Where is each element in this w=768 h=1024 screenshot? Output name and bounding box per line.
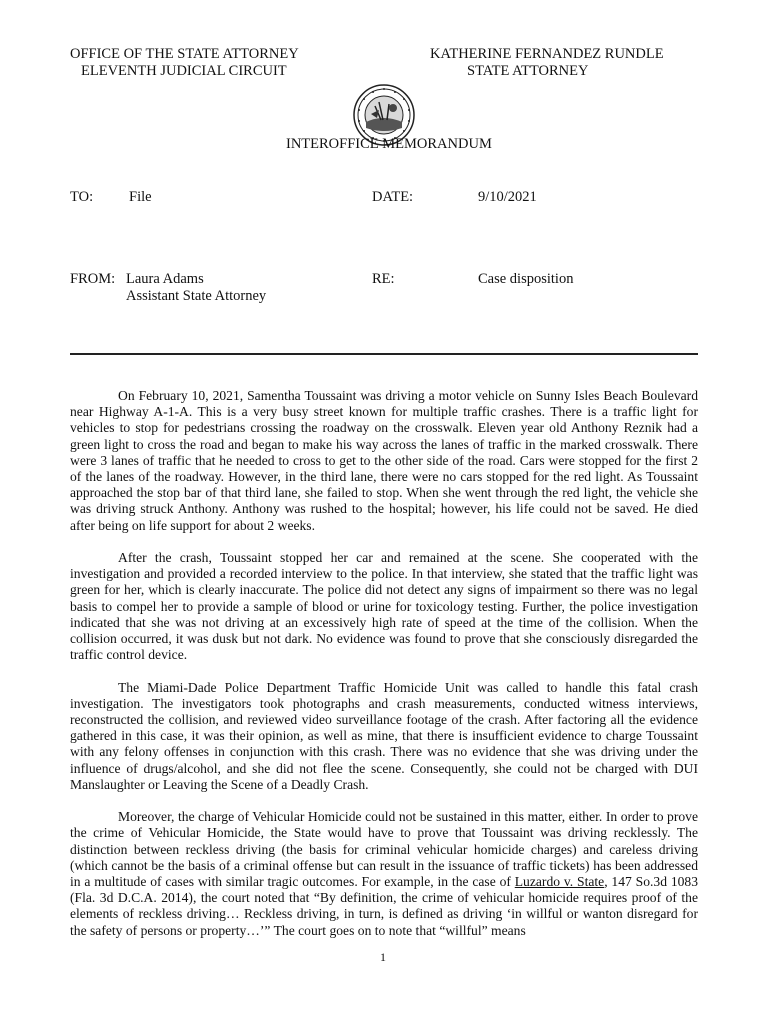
re-label: RE: [372,271,395,287]
case-citation: Luzardo v. State [514,874,605,890]
to-value: File [129,189,152,205]
office-name: OFFICE OF THE STATE ATTORNEY [70,46,299,62]
paragraph-legal-analysis [70,809,698,939]
re-value: Case disposition [478,271,574,287]
from-label: FROM: [70,271,116,287]
date-value: 9/10/2021 [478,189,537,205]
to-label: TO: [70,189,94,205]
paragraph-aftermath: After the crash, Toussaint stopped her car and remained at the scene. She cooperated with the investigation and provided a recorded interview to the police. In that interview, she stated that the traffic light was green for her, which is clearly inaccurate. The police did not detect any signs of impairment so there was no legal basis to compel her to provide a sample of blood or urine for toxicology testing. Further, the police investigation indicated that she was not driving at an excessively high rate of speed at the time of the collision. When the collision occurred, it was dusk but not dark. No evidence was found to prove that she consciously disregarded the traffic control device. [70,550,698,663]
attorney-title: STATE ATTORNEY [467,63,589,79]
legal-text-a: Moreover, the charge of Vehicular Homicide could not be sustained in this matter, either. In order to prove the crime of Vehicular Homicide, the State would have to prove that Toussaint was driving recklessly. The distinction between reckless driving (the basis for criminal vehicular homicide charges) and careless driving (which cannot be the basis of a criminal offense but can result in the issuance of traffic tickets) has been addressed in a multitude of cases with similar tragic outcomes. For example, in the case of [70,809,698,890]
date-label: DATE: [372,189,414,205]
circuit-name: ELEVENTH JUDICIAL CIRCUIT [81,63,287,79]
from-name: Laura Adams [126,271,204,287]
memo-body [70,388,698,955]
paragraph-incident: On February 10, 2021, Samentha Toussaint was driving a motor vehicle on Sunny Isles Beach Boulevard near Highway A-1-A. This is a very busy street known for multiple traffic crashes. There is a traffic light for vehicles to stop for pedestrians crossing the roadway on the crosswalk. Eleven year old Anthony Reznik had a green light to cross the road and began to make his way across the lanes of traffic in the marked crosswalk. There were 3 lanes of traffic that he needed to cross to get to the other side of the road. Cars were stopped for the first 2 of the lanes of the roadway. However, in the third lane, there were no cars stopped for the red light. As Toussaint approached the stop bar of that third lane, she failed to stop. When she went through the red light, the vehicle she was driving struck Anthony. Anthony was rushed to the hospital; however, his life could not be saved. He died after being on life support for about 2 weeks. [70,388,698,533]
from-title: Assistant State Attorney [126,288,267,304]
memo-title: INTEROFFICE MEMORANDUM [286,136,492,152]
page-number: 1 [380,950,386,964]
attorney-name: KATHERINE FERNANDEZ RUNDLE [430,46,664,62]
paragraph-investigation: The Miami-Dade Police Department Traffic Homicide Unit was called to handle this fatal crash investigation. The investigators took photographs and crash measurements, conducted witness interviews, reconstructed the collision, and reviewed video surveillance footage of the crash. After factoring all the evidence gathered in this case, it was their opinion, as well as mine, that there is insufficient evidence to charge Toussaint with any felony offenses in conjunction with this crash. There was no evidence that she was driving under the influence of drugs/alcohol, and she did not flee the scene. Consequently, she could not be charged with DUI Manslaughter or Leaving the Scene of a Deadly Crash. [70,679,698,792]
divider-rule [70,353,698,355]
legal-text-b: , 147 So.3d 1083 (Fla. 3d D.C.A. 2014), the court noted that “By definition, the crime of vehicular homicide requires proof of the elements of reckless driving… Reckless driving, in turn, is defined as driving ‘in willful or wanton disregard for the safety of persons or property…’” The court goes on to note that “willful” means [70,874,699,938]
